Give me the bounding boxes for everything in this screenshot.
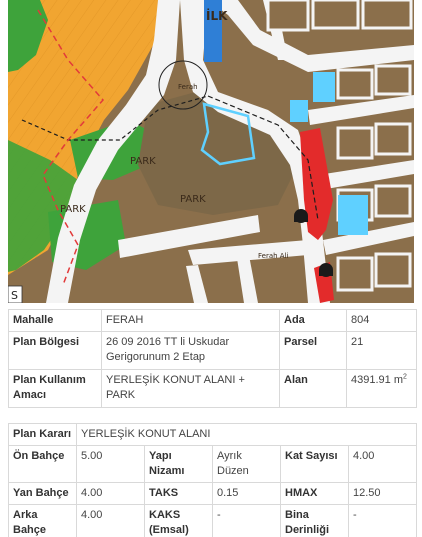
table-row — [9, 310, 417, 332]
hmax-label: HMAX — [281, 483, 349, 505]
yan-bahce-value: 4.00 — [77, 483, 145, 505]
ada-label: Ada — [280, 310, 347, 332]
plan-karari-label: Plan Kararı — [9, 424, 77, 446]
mahalle-label: Mahalle — [9, 310, 102, 332]
kaks-value: - — [213, 505, 281, 537]
zoning-map[interactable] — [8, 0, 414, 303]
on-bahce-label: Ön Bahçe — [9, 446, 77, 483]
table-row — [9, 505, 417, 537]
table-row — [9, 446, 417, 483]
yapi-nizami-label: Yapı Nizamı — [145, 446, 213, 483]
label-park-3: PARK — [180, 194, 206, 205]
parcel-info-table — [8, 309, 417, 408]
mosque-icon — [294, 209, 308, 223]
kaks-label: KAKS (Emsal) — [145, 505, 213, 537]
plan-info-table — [8, 423, 417, 537]
kat-sayisi-label: Kat Sayısı — [281, 446, 349, 483]
bina-derinligi-label: Bina Derinliği — [281, 505, 349, 537]
table-row — [9, 483, 417, 505]
parsel-value: 21 — [347, 332, 417, 370]
alan-number: 4391.91 m — [351, 374, 403, 386]
kat-sayisi-value: 4.00 — [349, 446, 417, 483]
mahalle-value: FERAH — [102, 310, 280, 332]
alan-label: Alan — [280, 370, 347, 408]
table-row — [9, 370, 417, 408]
blue-facility-3 — [290, 100, 308, 122]
blue-facility-1 — [313, 72, 335, 102]
alan-unit-exponent: 2 — [402, 373, 407, 381]
blue-facility-2 — [338, 195, 368, 235]
table-row — [9, 424, 417, 446]
plan-karari-value: YERLEŞİK KONUT ALANI — [77, 424, 417, 446]
plan-kullanim-value: YERLEŞİK KONUT ALANI + PARK — [102, 370, 280, 408]
parsel-label: Parsel — [280, 332, 347, 370]
label-park-1: PARK — [130, 156, 156, 167]
taks-value: 0.15 — [213, 483, 281, 505]
label-ferah-top: Ferah — [178, 83, 198, 91]
yapi-nizami-value: Ayrık Düzen — [213, 446, 281, 483]
label-ferah-bottom: Ferah Ali — [258, 252, 289, 260]
plan-bolgesi-label: Plan Bölgesi — [9, 332, 102, 370]
bina-derinligi-value: - — [349, 505, 417, 537]
yan-bahce-label: Yan Bahçe — [9, 483, 77, 505]
table-row — [9, 332, 417, 370]
arka-bahce-value: 4.00 — [77, 505, 145, 537]
label-ilk: İLK — [206, 9, 228, 23]
ada-value: 804 — [347, 310, 417, 332]
plan-bolgesi-value: 26 09 2016 TT li Uskudar Gerigorunum 2 Etap — [102, 332, 280, 370]
label-park-2: PARK — [60, 204, 86, 215]
arka-bahce-label: Arka Bahçe — [9, 505, 77, 537]
hmax-value: 12.50 — [349, 483, 417, 505]
plan-kullanim-label: Plan Kullanım Amacı — [9, 370, 102, 408]
on-bahce-value: 5.00 — [77, 446, 145, 483]
taks-label: TAKS — [145, 483, 213, 505]
mosque-icon-2 — [319, 263, 333, 277]
alan-value — [347, 370, 417, 408]
zoning-map-canvas — [8, 0, 414, 303]
label-s-corner: S — [11, 289, 18, 302]
